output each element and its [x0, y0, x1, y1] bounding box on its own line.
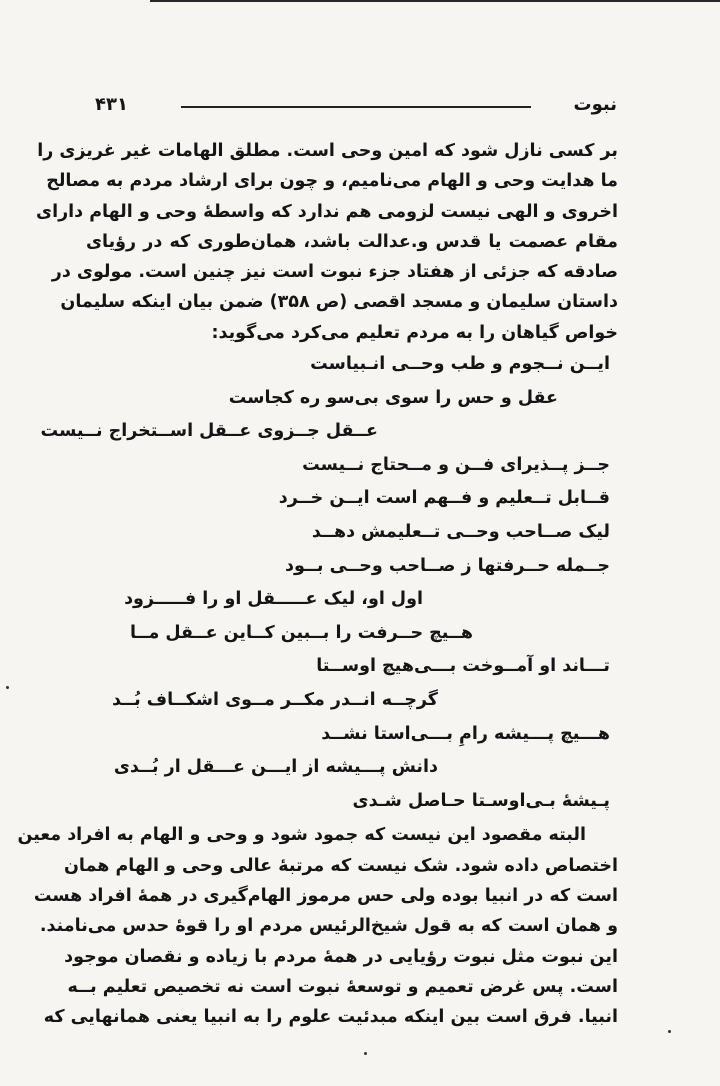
paragraph-1 — [36, 136, 618, 348]
text-line: صادقه که جزئی از هفتاد جزء نبوت است نیز چنین است. مولوی در — [51, 262, 618, 283]
text-line: است. پس غرض تعمیم و توسعهٔ نبوت است نه تخصیص تعلیم بــه — [67, 976, 618, 997]
running-title: نبوت — [573, 94, 617, 115]
text-line: البته مقصود این نیست که جمود شود و وحی و الهام به افراد معین — [17, 825, 586, 846]
verse-second-hemistich: هـــیچ پـــیشه رامِ بـــی‌استا نشــد — [321, 723, 610, 744]
verse-first-hemistich: دانش پـــیشه از ایـــن عـــقل ار بُــدی — [113, 757, 438, 778]
text-line: انبیا. فرق است بین اینکه مبدئیت علوم را به انبیا یعنی همانهایی که — [43, 1007, 618, 1028]
text-line: داستان سلیمان و مسجد اقصی (ص ۳۵۸) ضمن بیان اینکه سلیمان — [60, 292, 618, 313]
page-number: ۴۳۱ — [95, 94, 128, 115]
verse-first-hemistich: قــابل تــعلیم و فــهم است ایــن خــرد — [278, 488, 610, 509]
verse-second-hemistich: اول او، لیک عـــــقل او را فـــــزود — [124, 589, 423, 610]
text-line: و همان است که به قول شیخ‌الرئیس مردم او را قوهٔ حدس می‌نامند. — [39, 916, 618, 937]
verse-second-hemistich: لیک صــاحب وحــی تــعلیمش دهــد — [311, 522, 610, 543]
paragraph-2 — [17, 820, 618, 1032]
verse-second-hemistich: جــز پــذیرای فــن و مــحتاج نــیست — [302, 454, 610, 475]
text-line: اخروی و الهی نیست لزومی هم ندارد که واسطهٔ وحی و الهام دارای — [36, 201, 618, 222]
verse-first-hemistich: عــقل جــزوی عــقل اســتخراج نــیست — [40, 421, 378, 442]
verse-first-hemistich: هــیچ حــرفت را بــبین کــاین عــقل مــا — [129, 622, 473, 643]
text-line: بر کسی نازل شود که امین وحی است. مطلق الهامات غیر غریزی را — [37, 141, 618, 161]
verse-first-hemistich: ایــن نــجوم و طب وحــی انـبیاست — [310, 354, 610, 375]
text-line: این نبوت مثل نبوت رؤیایی در همهٔ مردم با زیاده و نقصان موجود — [64, 946, 618, 967]
page-header — [95, 94, 617, 120]
verse-first-hemistich: گرچــه انــدر مکــر مــوی اشکــاف بُــد — [112, 690, 438, 711]
text-line: مقام عصمت یا قدس و.عدالت باشد، همان‌طوری که در رؤیای — [86, 231, 618, 252]
scan-edge-rule — [150, 0, 720, 2]
poem — [40, 348, 618, 818]
text-line: اختصاص داده شود. شک نیست که مرتبهٔ عالی وحی و الهام همان — [63, 855, 618, 876]
scan-speck — [364, 1052, 367, 1055]
verse-second-hemistich: پـیشهٔ بـی‌اوسـتا حـاصل شـدی — [352, 790, 610, 811]
scan-speck — [6, 686, 9, 689]
header-rule — [181, 106, 531, 108]
scan-speck — [668, 1030, 671, 1033]
text-line: خواص گیاهان را به مردم تعلیم می‌کرد می‌گوید: — [211, 322, 618, 343]
text-line: است که در انبیا بوده ولی حس مرموز الهام‌گیری در همهٔ افراد هست — [33, 885, 618, 906]
verse-second-hemistich: تـــاند او آمــوخت بـــی‌هیچ اوســتا — [316, 656, 610, 677]
page-body — [17, 136, 618, 1032]
text-line: ما هدایت وحی و الهام می‌نامیم، و چون برای ارشاد مردم به مصالح — [46, 171, 618, 192]
verse-first-hemistich: جــمله حــرفتها ز صــاحب وحــی بــود — [284, 555, 610, 576]
verse-second-hemistich: عقل و حس را سوی بی‌سو ره کجاست — [228, 387, 558, 408]
